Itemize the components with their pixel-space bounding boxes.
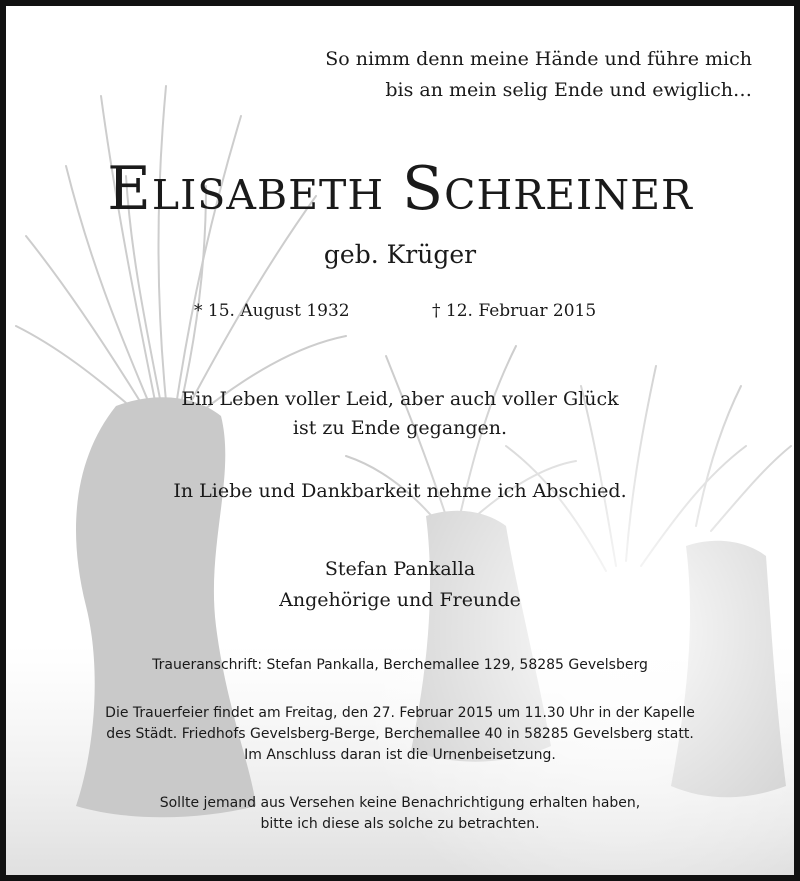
last-name-rest: CHREINER [444, 171, 693, 219]
last-name-initial: S [402, 154, 445, 224]
notice-content [6, 6, 794, 875]
death-date: † 12. Februar 2015 [432, 301, 597, 321]
motto-line-1: So nimm denn meine Hände und führe mich [325, 48, 752, 70]
mourner-others: Angehörige und Freunde [279, 589, 521, 611]
mourner-name: Stefan Pankalla [324, 558, 476, 580]
birth-date: * 15. August 1932 [194, 301, 350, 321]
closing-line-2: bitte ich diese als solche zu betrachten. [260, 816, 540, 832]
ceremony-line-3: Im Anschluss daran ist die Urnenbeisetzung. [244, 747, 556, 763]
motto [325, 44, 752, 106]
motto-line-2: bis an mein selig Ende und ewiglich… [385, 79, 752, 101]
maiden-name: geb. Krüger [323, 240, 477, 269]
closing-line-1: Sollte jemand aus Versehen keine Benachrichtigung erhalten haben, [159, 795, 641, 811]
message-line-2: ist zu Ende gegangen. [292, 417, 508, 439]
message-line-1: Ein Leben voller Leid, aber auch voller Glück [181, 388, 619, 410]
first-name-initial: E [107, 154, 152, 224]
ceremony-line-1: Die Trauerfeier findet am Freitag, den 27. Februar 2015 um 11.30 Uhr in der Kapelle [105, 705, 695, 721]
deceased-name [6, 156, 794, 228]
first-name-rest: LISABETH [151, 171, 385, 219]
farewell-line: In Liebe und Dankbarkeit nehme ich Abschied. [173, 480, 627, 502]
mourning-address: Traueranschrift: Stefan Pankalla, Berchemallee 129, 58285 Gevelsberg [152, 657, 648, 673]
ceremony-line-2: des Städt. Friedhofs Gevelsberg-Berge, Berchemallee 40 in 58285 Gevelsberg statt. [106, 726, 694, 742]
